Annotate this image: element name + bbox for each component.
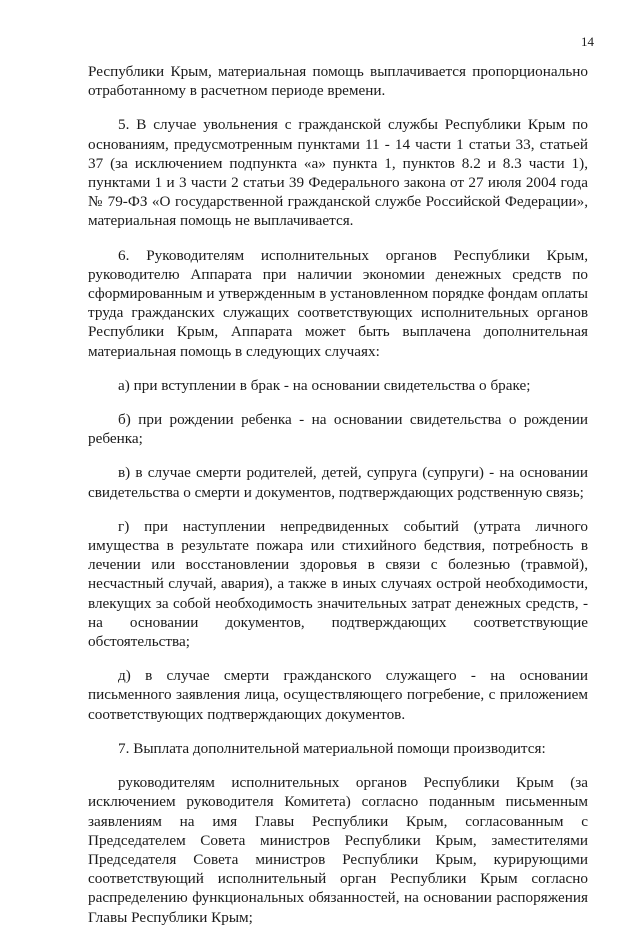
document-body [88, 62, 588, 942]
subitem-d: д) в случае смерти гражданского служащего - на основании письменного заявления лица, осуществляющего погребение, с приложением соответствующих подтверждающих документов. [88, 667, 588, 723]
paragraph-item-7: 7. Выплата дополнительной материальной помощи производится: [118, 739, 546, 757]
subitem-b: б) при рождении ребенка - на основании свидетельства о рождении ребенка; [88, 411, 588, 448]
paragraph-continuation: Республики Крым, материальная помощь выплачивается пропорционально отработанному в расчетном периоде времени. [88, 63, 588, 100]
paragraph-item-6: 6. Руководителям исполнительных органов Республики Крым, руководителю Аппарата при наличии экономии денежных средств по сформированным и утвержденным в установленном порядке фондам оплаты труда гражданских служащих соответствующих исполнительных органов Республики Крым, Аппарата может быть выплачена дополнительная материальная помощь в следующих случаях: [88, 246, 588, 360]
subitem-v: в) в случае смерти родителей, детей, супруга (супруги) - на основании свидетельства о смерти и документов, подтверждающих родственную связь; [88, 464, 588, 501]
subitem-a: а) при вступлении в брак - на основании свидетельства о браке; [118, 376, 531, 394]
page-number: 14 [581, 34, 594, 49]
paragraph-item-5: 5. В случае увольнения с гражданской службы Республики Крым по основаниям, предусмотренным пунктами 11 - 14 части 1 статьи 33, статьей 37 (за исключением подпункта «а» пункта 1, пунктов 8.2 и 8.3 части 1), пунктами 1 и 3 части 2 статьи 39 Федерального закона от 27 июля 2004 года № 79-ФЗ «О государственной гражданской службе Российской Федерации», материальная помощь не выплачивается. [88, 116, 588, 230]
paragraph-item-7-recipients: руководителям исполнительных органов Республики Крым (за исключением руководителя Комитета) согласно поданным письменным заявлениям на имя Главы Республики Крым, согласованным с Председателем Совета министров Республики Крым, заместителями Председателя Совета министров Республики Крым, курирующими соответствующий исполнительный орган Республики Крым согласно распределению функциональных обязанностей, на основании распоряжения Главы Республики Крым; [88, 774, 588, 926]
subitem-g: г) при наступлении непредвиденных событий (утрата личного имущества в результате пожара или стихийного бедствия, потребность в лечении или восстановлении здоровья в связи с болезнью (травмой), несчастный случай, авария), а также в иных случаях острой необходимости, влекущих за собой необходимость значительных затрат денежных средств, - на основании документов, подтверждающих соответствующие обстоятельства; [88, 517, 588, 651]
